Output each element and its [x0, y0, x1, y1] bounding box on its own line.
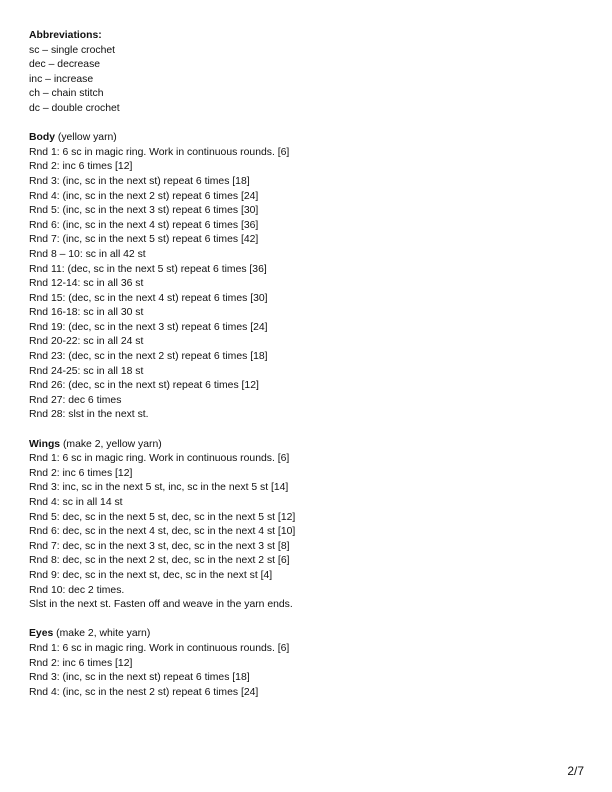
wings-round-line: Rnd 1: 6 sc in magic ring. Work in continuous rounds. [6] [29, 453, 290, 465]
abbreviation-line: dc – double crochet [29, 102, 120, 114]
body-round-line: Rnd 23: (dec, sc in the next 2 st) repeat 6 times [18] [29, 351, 268, 363]
eyes-section [29, 627, 589, 700]
wings-section [29, 438, 589, 613]
wings-round-line: Rnd 9: dec, sc in the next st, dec, sc in the next st [4] [29, 569, 273, 581]
wings-round-line: Rnd 10: dec 2 times. [29, 584, 125, 596]
body-round-line: Rnd 16-18: sc in all 30 st [29, 307, 144, 319]
body-round-line: Rnd 7: (inc, sc in the next 5 st) repeat 6 times [42] [29, 234, 259, 246]
body-round-line: Rnd 20-22: sc in all 24 st [29, 336, 144, 348]
body-round-line: Rnd 3: (inc, sc in the next st) repeat 6 times [18] [29, 175, 250, 187]
wings-title: Wings [29, 438, 61, 450]
abbreviation-line: dec – decrease [29, 59, 101, 71]
body-title: Body [29, 132, 55, 144]
page-number: 2/7 [567, 764, 584, 778]
body-round-line: Rnd 28: slst in the next st. [29, 409, 149, 421]
pattern-page [29, 29, 589, 715]
eyes-note: (make 2, white yarn) [53, 628, 151, 640]
body-heading [29, 131, 589, 146]
body-round-line: Rnd 24-25: sc in all 18 st [29, 365, 144, 377]
abbreviations-heading [29, 29, 589, 44]
wings-round-line: Rnd 4: sc in all 14 st [29, 497, 123, 508]
body-round-line: Rnd 27: dec 6 times [29, 394, 122, 406]
eyes-round-line: Rnd 2: inc 6 times [12] [29, 657, 133, 669]
wings-round-line: Rnd 7: dec, sc in the next 3 st, dec, sc in the next 3 st [8] [29, 540, 290, 552]
body-round-line: Rnd 4: (inc, sc in the next 2 st) repeat 6 times [24] [29, 190, 259, 202]
body-round-line: Rnd 2: inc 6 times [12] [29, 161, 133, 173]
abbreviation-line: sc – single crochet [29, 44, 116, 56]
abbreviation-line: ch – chain stitch [29, 88, 104, 100]
body-round-line: Rnd 19: (dec, sc in the next 3 st) repeat 6 times [24] [29, 321, 268, 333]
wings-round-line: Rnd 3: inc, sc in the next 5 st, inc, sc in the next 5 st [14] [29, 482, 289, 494]
wings-heading [29, 438, 589, 453]
eyes-round-line: Rnd 4: (inc, sc in the nest 2 st) repeat 6 times [24] [29, 686, 259, 698]
eyes-round-line: Rnd 3: (inc, sc in the next st) repeat 6 times [18] [29, 672, 250, 684]
wings-round-line: Rnd 5: dec, sc in the next 5 st, dec, sc in the next 5 st [12] [29, 511, 296, 523]
body-round-line: Rnd 12-14: sc in all 36 st [29, 278, 144, 290]
abbreviations-section [29, 29, 589, 117]
body-round-line: Rnd 26: (dec, sc in the next st) repeat 6 times [12] [29, 380, 259, 392]
abbreviation-line: inc – increase [29, 73, 94, 85]
body-round-line: Rnd 15: (dec, sc in the next 4 st) repeat 6 times [30] [29, 292, 268, 304]
abbreviations-title: Abbreviations: [29, 30, 102, 41]
wings-round-line: Rnd 6: dec, sc in the next 4 st, dec, sc in the next 4 st [10] [29, 526, 296, 538]
body-round-line: Rnd 8 – 10: sc in all 42 st [29, 248, 146, 260]
wings-note: (make 2, yellow yarn) [60, 438, 162, 450]
eyes-title: Eyes [29, 628, 54, 640]
body-note: (yellow yarn) [54, 132, 117, 144]
body-round-line: Rnd 6: (inc, sc in the next 4 st) repeat 6 times [36] [29, 219, 259, 231]
wings-round-line: Rnd 8: dec, sc in the next 2 st, dec, sc in the next 2 st [6] [29, 555, 290, 567]
body-section [29, 131, 589, 423]
body-round-line: Rnd 11: (dec, sc in the next 5 st) repeat 6 times [36] [29, 263, 267, 275]
wings-round-line: Slst in the next st. Fasten off and weave in the yarn ends. [29, 599, 293, 611]
wings-round-line: Rnd 2: inc 6 times [12] [29, 467, 133, 479]
body-round-line: Rnd 5: (inc, sc in the next 3 st) repeat 6 times [30] [29, 205, 259, 217]
eyes-heading [29, 627, 589, 642]
body-round-line: Rnd 1: 6 sc in magic ring. Work in continuous rounds. [6] [29, 146, 290, 158]
eyes-round-line: Rnd 1: 6 sc in magic ring. Work in continuous rounds. [6] [29, 642, 290, 654]
